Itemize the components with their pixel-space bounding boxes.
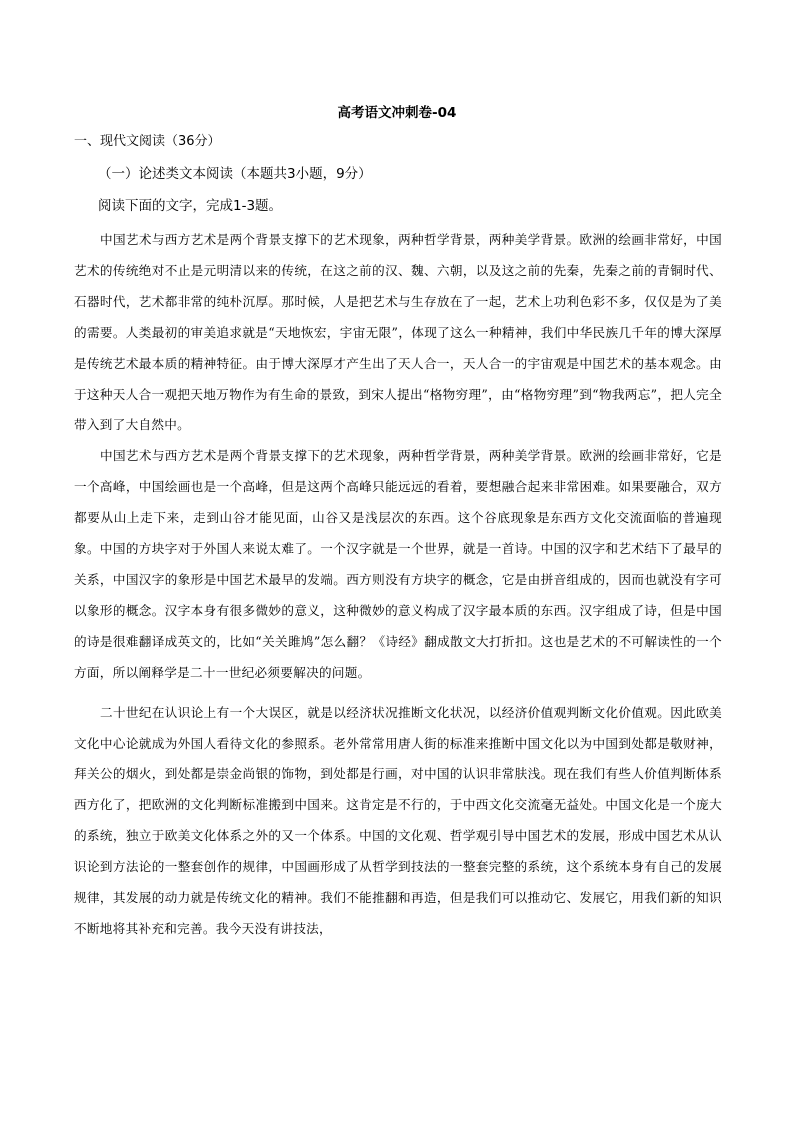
document-title: 高考语文冲刺卷-04: [337, 105, 457, 121]
reading-instruction: 阅读下面的文字，完成1-3题。: [98, 198, 283, 214]
article-paragraph-2: 中国艺术与西方艺术是两个背景支撑下的艺术现象，两种哲学背景，两种美学背景。欧洲的绘画非常好，它是一个高峰，中国绘画也是一个高峰，但是这两个高峰只能远远的看着，要想融合起来非常困难。如果要融合，双方都要从山上走下来，走到山谷才能见面，山谷又是浅层次的东西。这个谷底现象是东西方文化交流面临的普遍现象。中国的方块字对于外国人来说太难了。一个汉字就是一个世界，就是一首诗。中国的汉字和艺术结下了最早的关系，中国汉字的象形是中国艺术最早的发端。西方则没有方块字的概念，它是由拼音组成的，因而也就没有字可以象形的概念。汉字本身有很多微妙的意义，这种微妙的意义构成了汉字最本质的东西。汉字组成了诗，但是中国的诗是很难翻译成英文的，比如“关关雎鸠”怎么翻？《诗经》翻成散文大打折扣。这也是艺术的不可解读性的一个方面，所以阐释学是二十一世纪必须要解决的问题。: [74, 448, 722, 680]
article-paragraph-1: 中国艺术与西方艺术是两个背景支撑下的艺术现象，两种哲学背景，两种美学背景。欧洲的绘画非常好，中国艺术的传统绝对不止是元明清以来的传统，在这之前的汉、魏、六朝，以及这之前的先秦，先秦之前的青铜时代、石器时代，艺术都非常的纯朴沉厚。那时候，人是把艺术与生存放在了一起，艺术上功利色彩不多，仅仅是为了美的需要。人类最初的审美追求就是“天地恢宏，宇宙无限”，体现了这么一种精神，我们中华民族几千年的博大深厚是传统艺术最本质的精神特征。由于博大深厚才产生出了天人合一，天人合一的宇宙观是中国艺术的基本观念。由于这种天人合一观把天地万物作为有生命的景致，到宋人提出“格物穷理”，由“格物穷理”到“物我两忘”，把人完全带入到了大自然中。: [74, 232, 722, 433]
subsection-heading: （一）论述类文本阅读（本题共3小题，9分）: [98, 166, 372, 182]
article-body: [74, 225, 722, 945]
article-paragraph-3: 二十世纪在认识论上有一个大误区，就是以经济状况推断文化状况，以经济价值观判断文化价值观。因此欧美文化中心论就成为外国人看待文化的参照系。老外常常用唐人街的标准来推断中国文化以为中国到处都是敬财神，拜关公的烟火，到处都是崇金尚银的饰物，到处都是行画，对中国的认识非常肤浅。现在我们有些人价值判断体系西方化了，把欧洲的文化判断标准搬到中国来。这肯定是不行的，于中西文化交流毫无益处。中国文化是一个庞大的系统，独立于欧美文化体系之外的又一个体系。中国的文化观、哲学观引导中国艺术的发展，形成中国艺术从认识论到方法论的一整套创作的规律，中国画形成了从哲学到技法的一整套完整的系统，这个系统本身有自己的发展规律，其发展的动力就是传统文化的精神。我们不能推翻和再造，但是我们可以推动它、发展它，用我们新的知识不断地将其补充和完善。我今天没有讲技法，: [74, 704, 722, 936]
section-heading: 一、现代文阅读（36分）: [74, 134, 221, 149]
